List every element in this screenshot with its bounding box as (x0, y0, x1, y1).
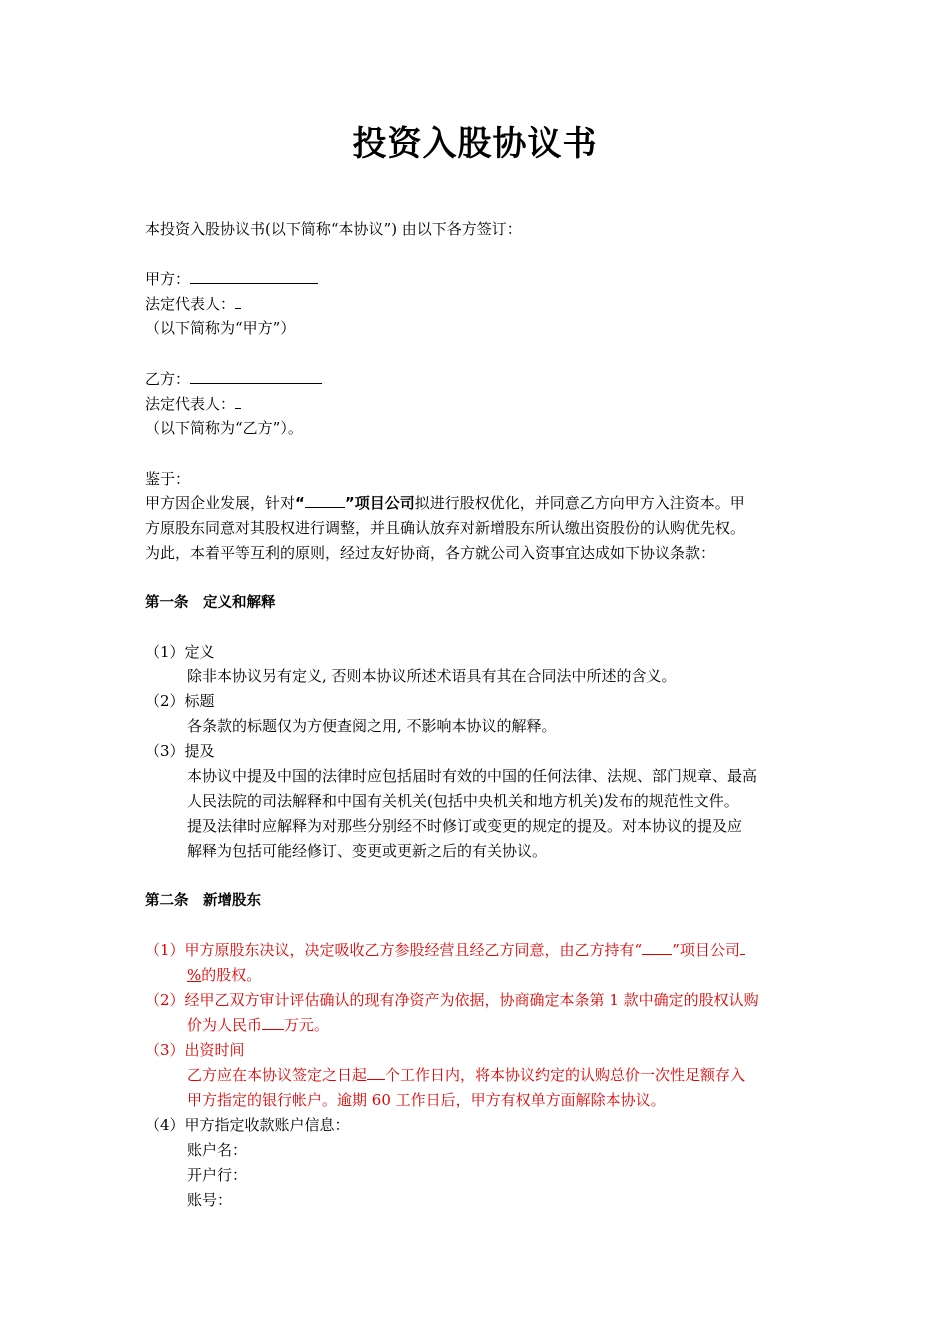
a1-item2-head: （2）标题 (145, 692, 215, 710)
project-name-blank (305, 491, 345, 508)
party-a-rep-blank (235, 292, 241, 309)
a2-c1-percent: % (187, 966, 202, 984)
a2-clause2-line-2 (187, 1013, 329, 1037)
whereas-line-1 (145, 491, 745, 515)
intro-text: 本投资入股协议书(以下简称“本协议”) 由以下各方签订： (145, 220, 522, 238)
whereas-line-2: 方原股东同意对其股权进行调整，并且确认放弃对新增股东所认缴出资股份的认购优先权。 (145, 519, 746, 537)
document-title: 投资入股协议书 (352, 124, 598, 164)
whereas-line-3: 为此，本着平等互利的原则，经过友好协商，各方就公司入资事宜达成如下协议条款： (145, 544, 716, 562)
a2-c1-post: ”项目公司 (672, 941, 740, 959)
a1-item3-head: （3）提及 (145, 742, 215, 760)
a2-c2-pre: 价为人民币 (187, 1016, 263, 1034)
whereas-project-company: ”项目公司 (344, 494, 415, 512)
bank-label: 开户行： (187, 1166, 248, 1184)
party-b-label: 乙方： (145, 370, 191, 388)
a2-clause4-head: （4）甲方指定收款账户信息： (145, 1116, 350, 1134)
a1-item1-head: （1）定义 (145, 643, 215, 661)
a2-c2-amount-blank (262, 1013, 284, 1030)
a2-clause1-line-2 (187, 963, 261, 987)
a2-c3-days-blank (367, 1063, 385, 1080)
whereas-quote-open: “ (295, 494, 305, 512)
article-1-heading: 第一条 定义和解释 (145, 595, 276, 611)
a1-item3-line-2: 人民法院的司法解释和中国有关机关(包括中央机关和地方机关)发布的规范性文件。 (187, 792, 739, 810)
party-b-rep-line (145, 392, 241, 416)
whereas-l1-pre: 甲方因企业发展，针对 (145, 494, 296, 512)
article-2-heading: 第二条 新增股东 (145, 893, 261, 909)
party-b-alias: （以下简称为“乙方”）。 (145, 419, 303, 437)
a1-item3-line-1: 本协议中提及中国的法律时应包括届时有效的中国的任何法律、法规、部门规章、最高 (187, 767, 758, 785)
a2-c3-pre: 乙方应在本协议签定之日起 (187, 1066, 368, 1084)
a2-clause3-line-1 (187, 1063, 745, 1087)
party-a-rep-line (145, 292, 241, 316)
a2-c3-post: 个工作日内，将本协议约定的认购总价一次性足额存入 (385, 1066, 746, 1084)
party-b-rep-label: 法定代表人： (145, 395, 236, 413)
whereas-label: 鉴于： (145, 470, 191, 488)
a1-item3-line-4: 解释为包括可能经修订、变更或更新之后的有关协议。 (187, 842, 548, 860)
party-a-label: 甲方： (145, 270, 191, 288)
party-a-alias: （以下简称为“甲方”） (145, 319, 296, 337)
a2-c1-project-blank (642, 938, 672, 955)
account-name-label: 账户名： (187, 1141, 248, 1159)
party-b-rep-blank (235, 392, 241, 409)
a1-item1-body: 除非本协议另有定义, 否则本协议所述术语具有其在合同法中所述的含义。 (187, 667, 677, 685)
party-b-line (145, 367, 322, 391)
party-a-rep-label: 法定代表人： (145, 295, 236, 313)
a1-item3-line-3: 提及法律时应解释为对那些分别经不时修订或变更的规定的提及。对本协议的提及应 (187, 817, 743, 835)
a2-clause1-line-1 (145, 938, 745, 962)
a2-c1-pre: （1）甲方原股东决议，决定吸收乙方参股经营且经乙方同意，由乙方持有“ (145, 941, 643, 959)
a2-clause3-line-2: 甲方指定的银行帐户。逾期 60 工作日后，甲方有权单方面解除本协议。 (187, 1091, 666, 1109)
a1-item2-body: 各条款的标题仅为方便查阅之用, 不影响本协议的解释。 (187, 717, 557, 735)
party-a-line (145, 267, 318, 291)
a2-clause2-line-1: （2）经甲乙双方审计评估确认的现有净资产为依据，协商确定本条第 1 款中确定的股权认购 (145, 991, 759, 1009)
party-b-blank (190, 367, 322, 384)
whereas-l1-post: 拟进行股权优化，并同意乙方向甲方入注资本。甲 (414, 494, 745, 512)
a2-c1-end: 的股权。 (201, 966, 262, 984)
account-number-label: 账号： (187, 1191, 233, 1209)
party-a-blank (190, 267, 318, 284)
a2-clause3-head: （3）出资时间 (145, 1041, 245, 1059)
a2-c1-share-blank (740, 938, 745, 955)
a2-c2-post: 万元。 (284, 1016, 330, 1034)
